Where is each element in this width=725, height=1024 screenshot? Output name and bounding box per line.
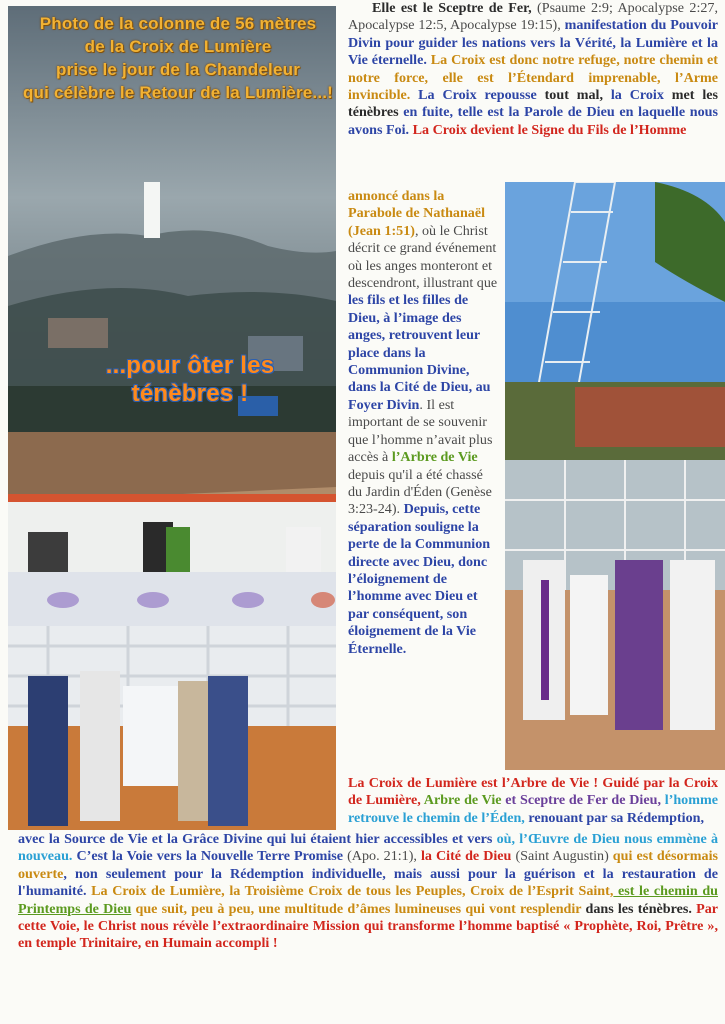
text-run: Arbre de Vie — [420, 792, 502, 809]
arbre-de-vie-paragraph — [348, 775, 718, 827]
text-run: met les ténèbres — [348, 87, 718, 121]
caption-line: qui célèbre le Retour de la Lumière...! — [22, 83, 334, 102]
photo-caption-bottom: ...pour ôter les ténèbres ! — [105, 352, 275, 407]
text-run: (Apo. 21:1), — [343, 848, 417, 865]
text-run: , où le Christ décrit ce grand événement où les anges monteront et descendront, illustrant que — [348, 222, 498, 292]
text-run: la Croix — [602, 87, 664, 104]
text-run: annoncé dans la Parabole de Nathanaël (Jean 1:51) — [348, 188, 486, 239]
text-run: C’est la Voie vers la Nouvelle Terre Promise — [72, 848, 344, 865]
text-run: la Cité de Dieu — [416, 848, 512, 865]
text-run: La Croix repousse — [410, 87, 537, 104]
caption-line: Photo de la colonne de 56 mètres — [39, 14, 317, 33]
text-run: manifestation du Pouvoir Divin pour guider les nations vers la Vérité, la Lumière et la Vie éternelle. — [348, 17, 718, 69]
text-run: depuis qu'il a été chassé du Jardin d'Éden (Genèse 3:23-24). — [348, 466, 492, 518]
text-run: où, l’Œuvre de Dieu nous emmène à nouveau. — [18, 831, 719, 865]
text-run: (Saint Augustin) — [511, 848, 609, 865]
text-run: que suit, peu à peu, une multitude d’âmes lumineuses qui vont resplendir — [131, 900, 582, 917]
text-run: La Croix de Lumière, la Troisième Croix de tous les Peuples, Croix de l’Esprit Saint, — [86, 883, 614, 900]
clergy-group-photo — [505, 460, 725, 770]
text-run: . Il est important de se souvenir que l’homme n’avait plus accès à — [348, 396, 493, 466]
caption-line: prise le jour de la Chandeleur — [55, 60, 301, 79]
text-run: La Croix de Lumière est l’Arbre de Vie ! Guidé par la Croix de Lumière, — [348, 775, 718, 809]
tower-scaffolding-photo — [505, 182, 725, 460]
text-run: avec la Source de Vie et la Grâce Divine qui lui étaient hier accessibles et vers — [18, 831, 493, 847]
text-run: Elle est le Sceptre de Fer, — [372, 0, 532, 16]
printemps-link: est le chemin du Printemps de Dieu — [18, 883, 718, 917]
intro-paragraph — [348, 0, 718, 139]
text-run: Par cette Voie, le Christ nous révèle l’extraordinaire Mission qui transforme l’homme baptisé « Prophète, Roi, Prêtre », en temple Trinitaire, en Humain accompli ! — [18, 900, 718, 952]
text-run: l’Arbre de Vie — [391, 449, 478, 466]
altar-mass-photo — [8, 432, 336, 626]
text-run: La Croix devient le Signe du Fils de l’Homme — [412, 121, 687, 138]
conclusion-paragraph — [18, 831, 718, 953]
text-run: qui est désormais ouverte — [18, 848, 718, 882]
text-run: , non seulement pour la Rédemption individuelle, mais aussi pour la guérison et la restauration de l'humanité. — [18, 865, 718, 900]
text-run: dans les ténèbres. — [581, 900, 692, 917]
narrow-column — [348, 188, 498, 658]
photo-caption-top — [18, 12, 338, 104]
text-run: les fils et les filles de Dieu, à l’image des anges, retrouvent leur place dans la Communion Divine, dans la Cité de Dieu, au Foyer Divin — [348, 292, 491, 413]
group-with-plan-photo — [8, 626, 336, 830]
text-run: tout mal, — [544, 87, 603, 104]
text-run: renouant par sa Rédemption, — [524, 809, 705, 826]
text-run: Depuis, cette séparation souligne la perte de la Communion directe avec Dieu, donc l’éloignement de l’homme avec Dieu et par conséquent, son éloignement de la Vie Éternelle. — [348, 501, 491, 657]
text-run: La Croix est donc notre refuge, notre chemin et notre force, elle est l’Étendard imprenable, l’Arme invincible. — [348, 52, 719, 104]
text-run: et Sceptre de Fer de Dieu, — [501, 792, 661, 809]
text-run: en fuite, telle est la Parole de Dieu en laquelle nous avons Foi. — [348, 104, 718, 138]
text-run: l’homme retrouve le chemin de l’Éden, — [348, 792, 718, 826]
text-run: (Psaume 2:9; Apocalypse 2:27, Apocalypse 12:5, Apocalypse 19:15), — [348, 0, 719, 34]
caption-line: de la Croix de Lumière — [84, 37, 272, 56]
